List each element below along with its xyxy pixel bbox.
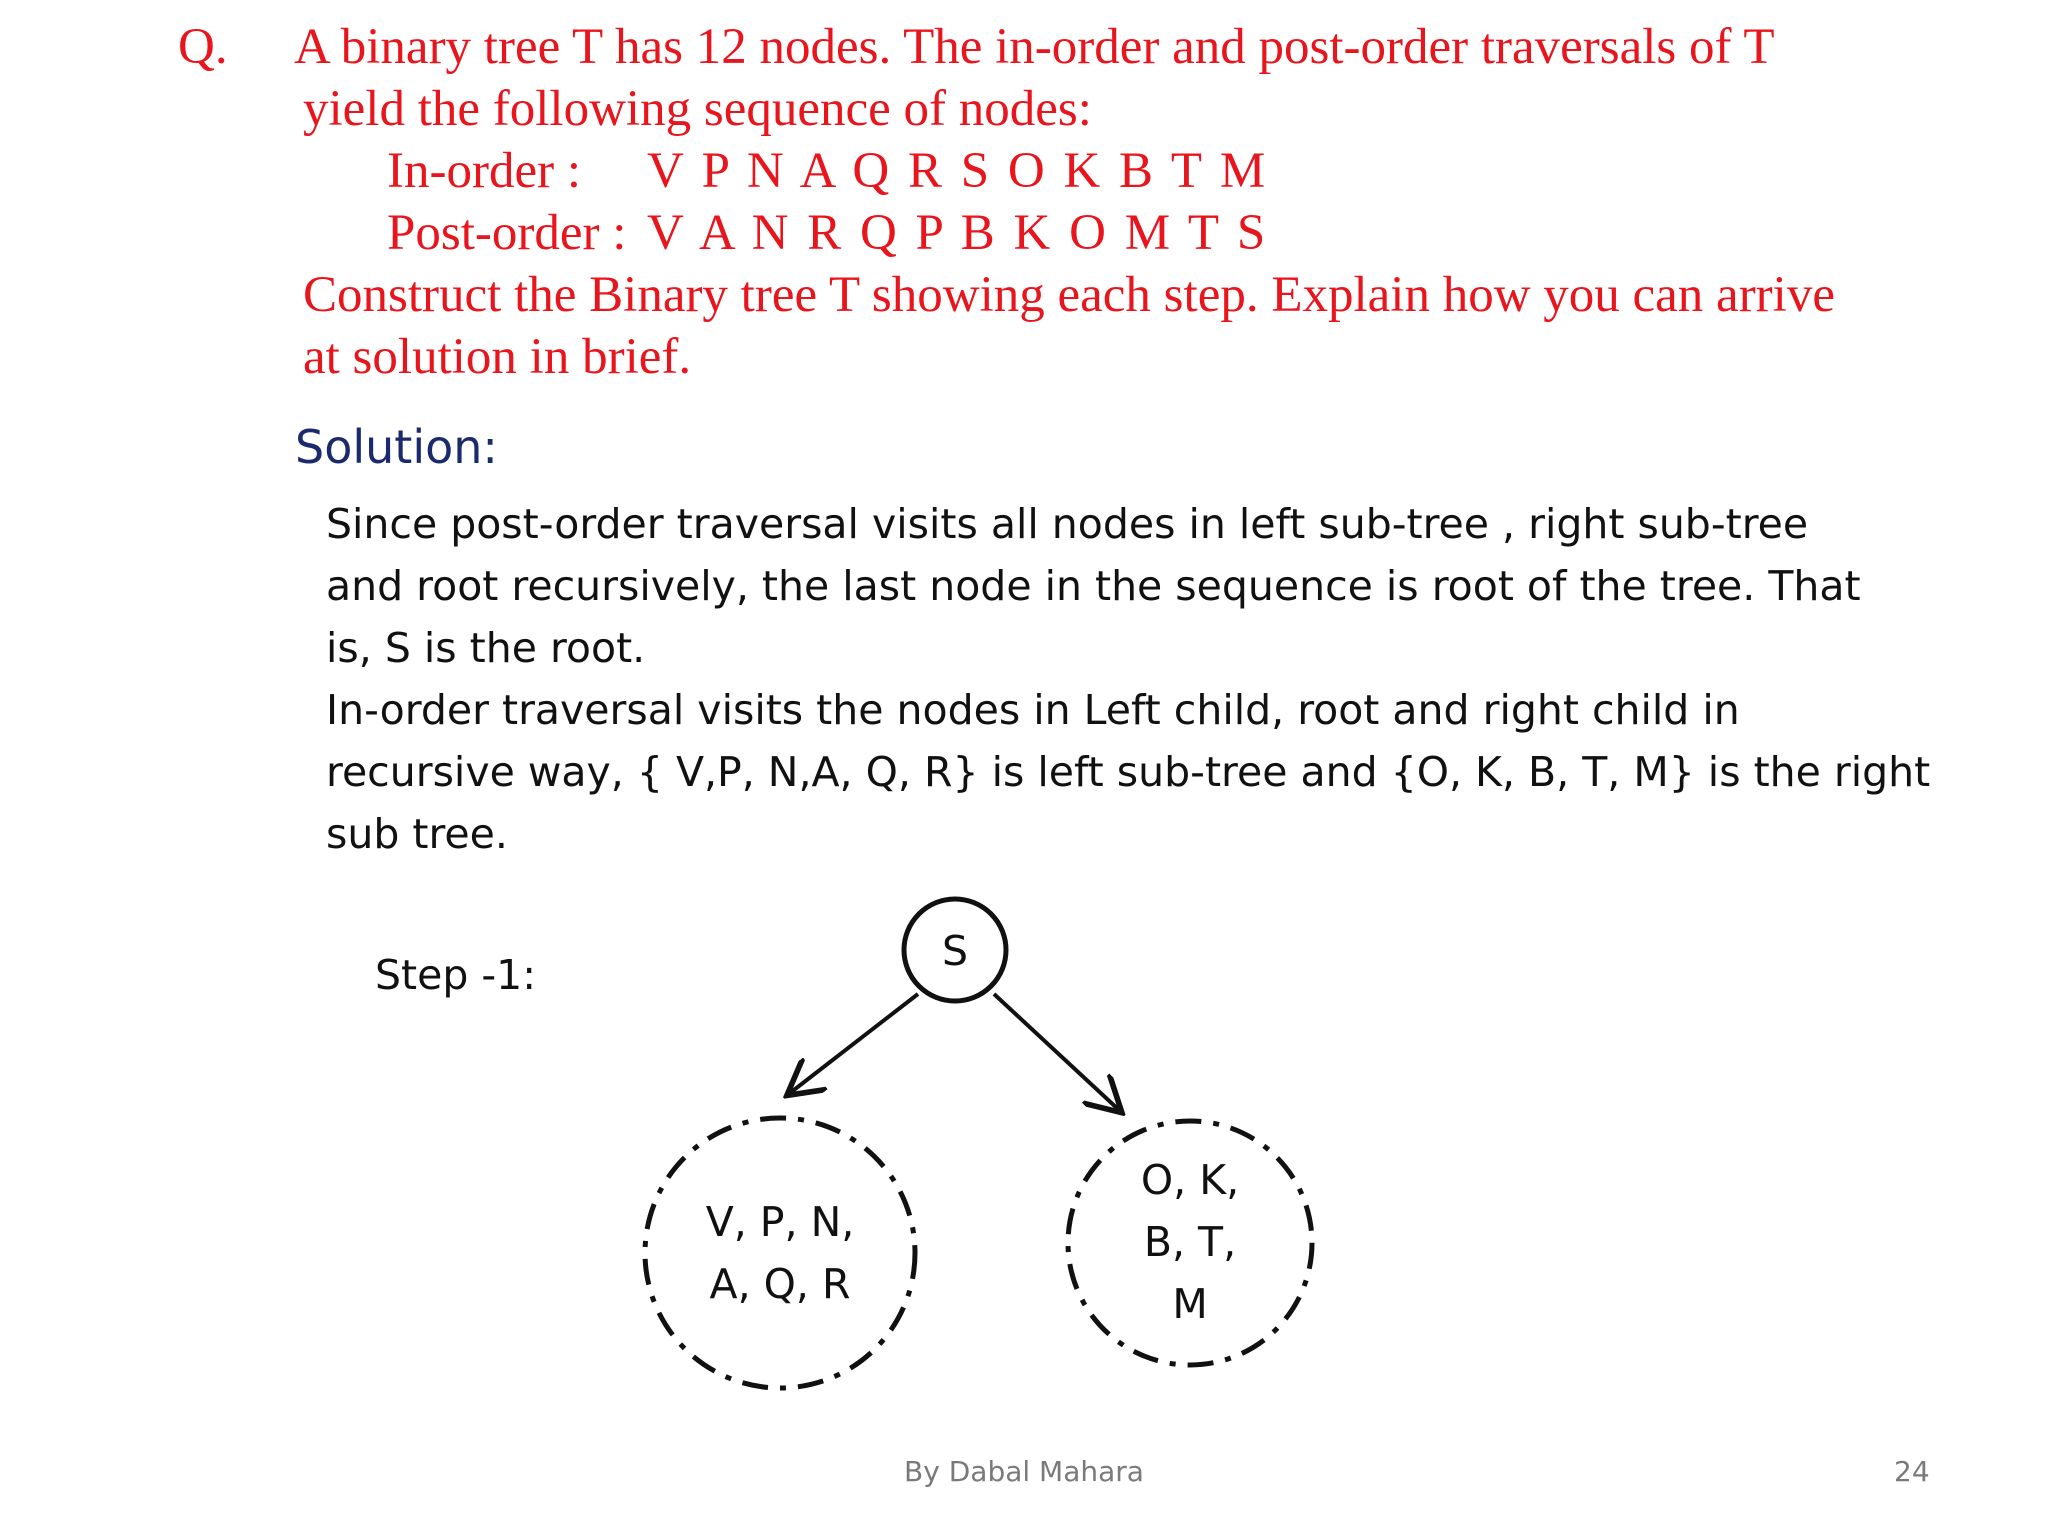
- postorder-sequence: V A N R Q P B K O M T S: [647, 205, 1269, 261]
- right-subtree-line-3: M: [1172, 1280, 1208, 1328]
- postorder-label: Post-order :: [387, 205, 627, 261]
- solution-line-1: Since post-order traversal visits all nodes in left sub-tree , right sub-tree: [326, 500, 1809, 548]
- question-line-6: at solution in brief.: [303, 329, 692, 385]
- root-node-label: S: [941, 927, 969, 975]
- question-line-1: A binary tree T has 12 nodes. The in-order and post-order traversals of T: [294, 19, 1775, 75]
- left-subtree-line-2: A, Q, R: [709, 1260, 851, 1308]
- solution-line-6: sub tree.: [326, 810, 508, 858]
- solution-line-4: In-order traversal visits the nodes in Left child, root and right child in: [326, 686, 1740, 734]
- solution-line-5: recursive way, { V,P, N,A, Q, R} is left sub-tree and {O, K, B, T, M} is the right: [326, 748, 1931, 796]
- footer-author: By Dabal Mahara: [904, 1455, 1144, 1488]
- question-line-2: yield the following sequence of nodes:: [303, 81, 1092, 137]
- left-subtree-node: [645, 1118, 915, 1388]
- question-marker: Q.: [178, 19, 228, 75]
- solution-line-2: and root recursively, the last node in the sequence is root of the tree. That: [326, 562, 1861, 610]
- left-edge-arrow: [790, 994, 918, 1093]
- page-number: 24: [1894, 1455, 1930, 1488]
- question-line-5: Construct the Binary tree T showing each step. Explain how you can arrive: [303, 267, 1835, 323]
- right-subtree-line-2: B, T,: [1143, 1218, 1237, 1266]
- solution-title: Solution:: [295, 420, 498, 474]
- inorder-label: In-order :: [387, 143, 581, 199]
- inorder-sequence: V P N A Q R S O K B T M: [647, 143, 1269, 199]
- solution-line-3: is, S is the root.: [326, 624, 646, 672]
- right-subtree-line-1: O, K,: [1140, 1156, 1240, 1204]
- step-label: Step -1:: [375, 951, 537, 999]
- right-edge-arrow: [994, 994, 1119, 1110]
- left-subtree-line-1: V, P, N,: [705, 1198, 855, 1246]
